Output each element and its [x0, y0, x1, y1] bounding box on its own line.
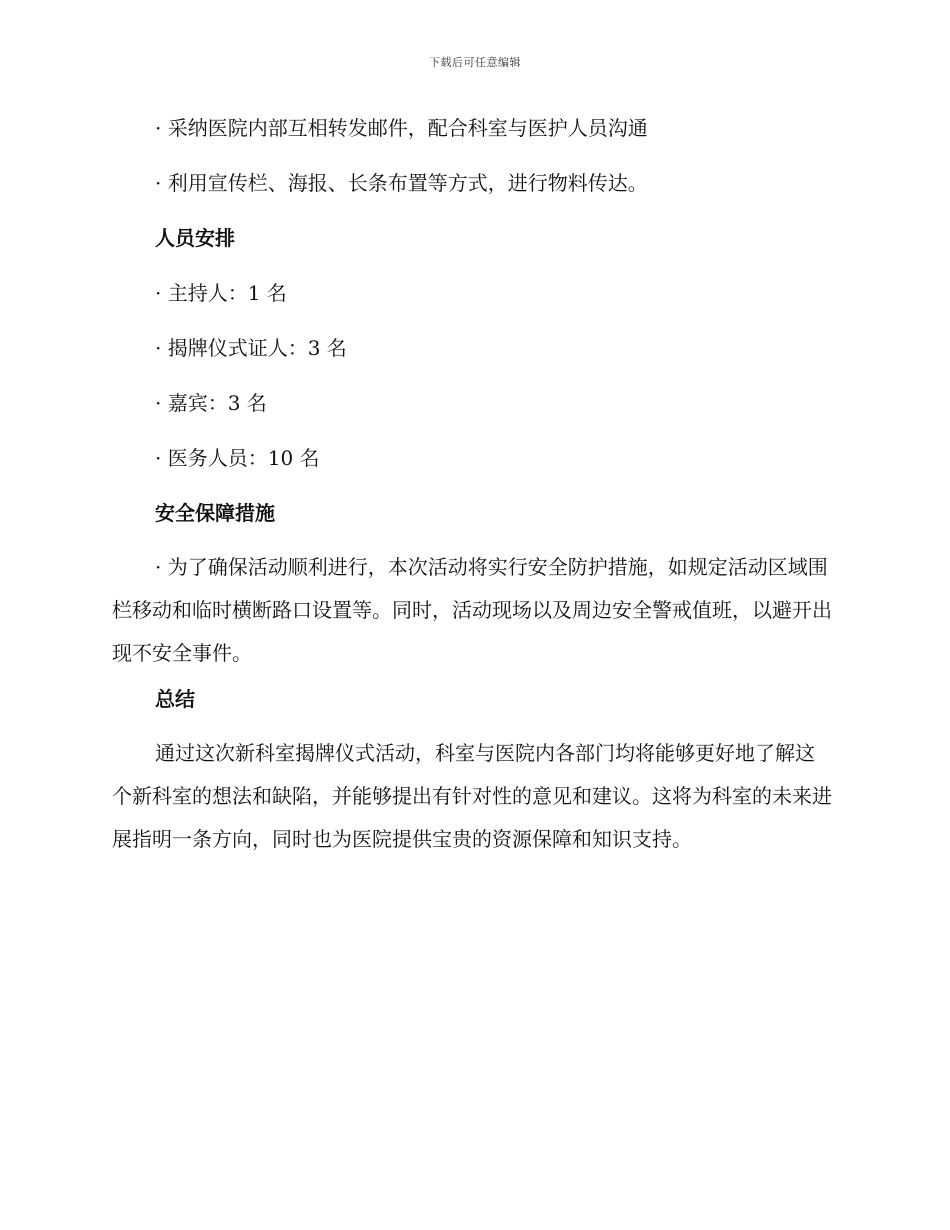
safety-paragraph: · 为了确保活动顺利进行，本次活动将实行安全防护措施，如规定活动区域围栏移动和临时横断路口设置等。同时，活动现场以及周边安全警戒值班，以避开出现不安全事件。 — [112, 555, 832, 665]
bullet-item: · 采纳医院内部互相转发邮件，配合科室与医护人员沟通 — [155, 116, 648, 140]
section-heading-summary: 总结 — [155, 687, 195, 711]
staff-item-witness: · 揭牌仪式证人：3 名 — [155, 336, 347, 360]
section-heading-staff: 人员安排 — [155, 226, 235, 250]
section-heading-safety: 安全保障措施 — [155, 501, 275, 525]
staff-item-guest: · 嘉宾：3 名 — [155, 391, 267, 415]
header-note: 下载后可任意编辑 — [429, 56, 521, 69]
bullet-item: · 利用宣传栏、海报、长条布置等方式，进行物料传达。 — [155, 171, 648, 195]
document-body — [112, 110, 832, 867]
summary-paragraph: 通过这次新科室揭牌仪式活动，科室与医院内各部门均将能够更好地了解这个新科室的想法和缺陷，并能够提出有针对性的意见和建议。这将为科室的未来进展指明一条方向，同时也为医院提供宝贵的资源保障和知识支持。 — [112, 741, 832, 851]
staff-item-medical: · 医务人员：10 名 — [155, 446, 320, 470]
staff-item-host: · 主持人：1 名 — [155, 281, 287, 305]
